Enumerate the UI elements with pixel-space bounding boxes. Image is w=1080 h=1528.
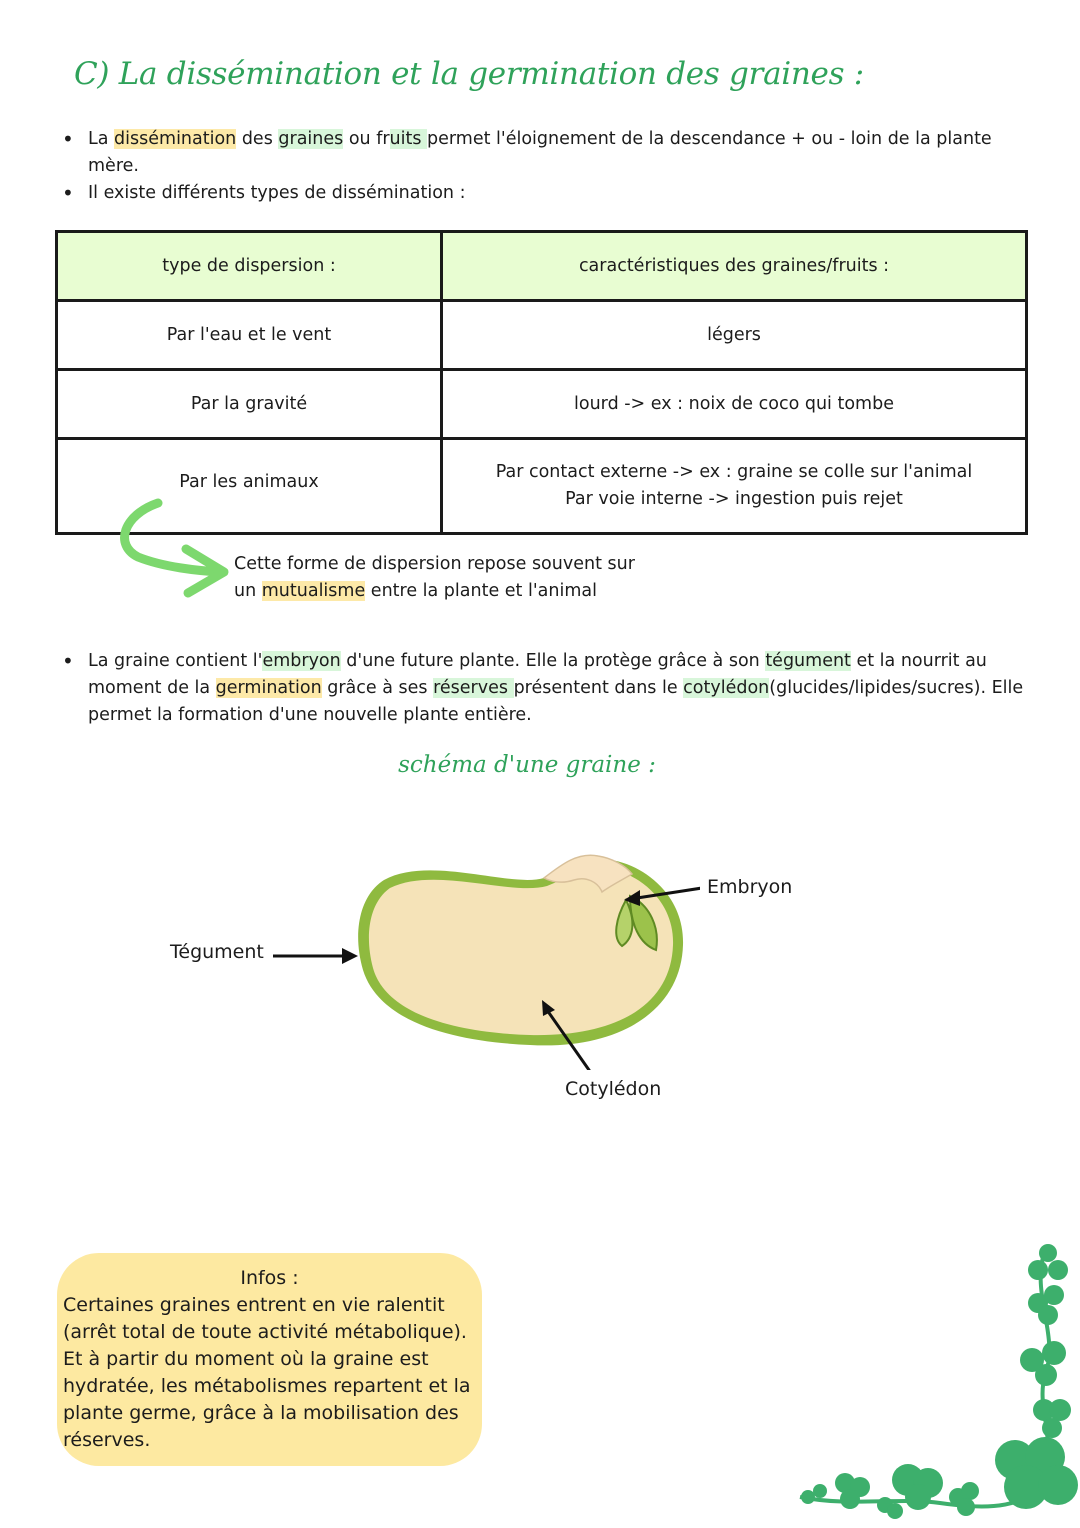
header-type: type de dispersion : <box>57 232 442 301</box>
cell-carac: Par contact externe -> ex : graine se colle sur l'animal Par voie interne -> ingestion puis rejet <box>442 439 1027 534</box>
tegument-arrow <box>270 945 362 967</box>
cell-type: Par la gravité <box>57 370 442 439</box>
header-carac: caractéristiques des graines/fruits : <box>442 232 1027 301</box>
intro-bullets <box>60 126 1035 207</box>
infos-body: Certaines graines entrent en vie ralentit (arrêt total de toute activité métabolique). Et à partir du moment où la graine est hydratée, les métabolismes repartent et la plante germe, grâce à la mobilisation des réserves. <box>63 1294 471 1451</box>
graine-paragraph: • La graine contient l'embryon d'une future plante. Elle la protège grâce à son tégument et la nourrit au moment de la germination grâce à ses réserves présentent dans le cotylédon(glucides/lipides/sucres). Elle permet la formation d'une nouvelle plante entière. <box>60 648 1040 729</box>
cell-type: Par les animaux <box>57 439 442 534</box>
cell-type: Par l'eau et le vent <box>57 301 442 370</box>
page-title: C) La dissémination et la germination des graines : <box>74 56 864 92</box>
label-tegument: Tégument <box>170 941 264 963</box>
infos-box <box>57 1253 482 1466</box>
cell-carac: lourd -> ex : noix de coco qui tombe <box>442 370 1027 439</box>
label-embryon: Embryon <box>707 876 793 898</box>
table-header-row <box>57 232 1027 301</box>
dispersion-table <box>55 230 1028 535</box>
curved-arrow-icon <box>118 495 233 600</box>
clover-decoration-icon <box>790 1235 1080 1525</box>
schema-title: schéma d'une graine : <box>398 752 656 778</box>
bullet-dissemination: • La dissémination des graines ou fruits permet l'éloignement de la descendance + ou - loin de la plante mère. <box>60 126 1035 180</box>
infos-title: Infos : <box>240 1267 299 1289</box>
cell-carac: légers <box>442 301 1027 370</box>
bullet-types: • Il existe différents types de dissémination : <box>60 180 1035 207</box>
table-row <box>57 370 1027 439</box>
table-row <box>57 301 1027 370</box>
label-cotyledon: Cotylédon <box>565 1078 662 1100</box>
mutualism-note: Cette forme de dispersion repose souvent sur un mutualisme entre la plante et l'animal <box>234 554 635 601</box>
seed-diagram <box>340 850 700 1070</box>
